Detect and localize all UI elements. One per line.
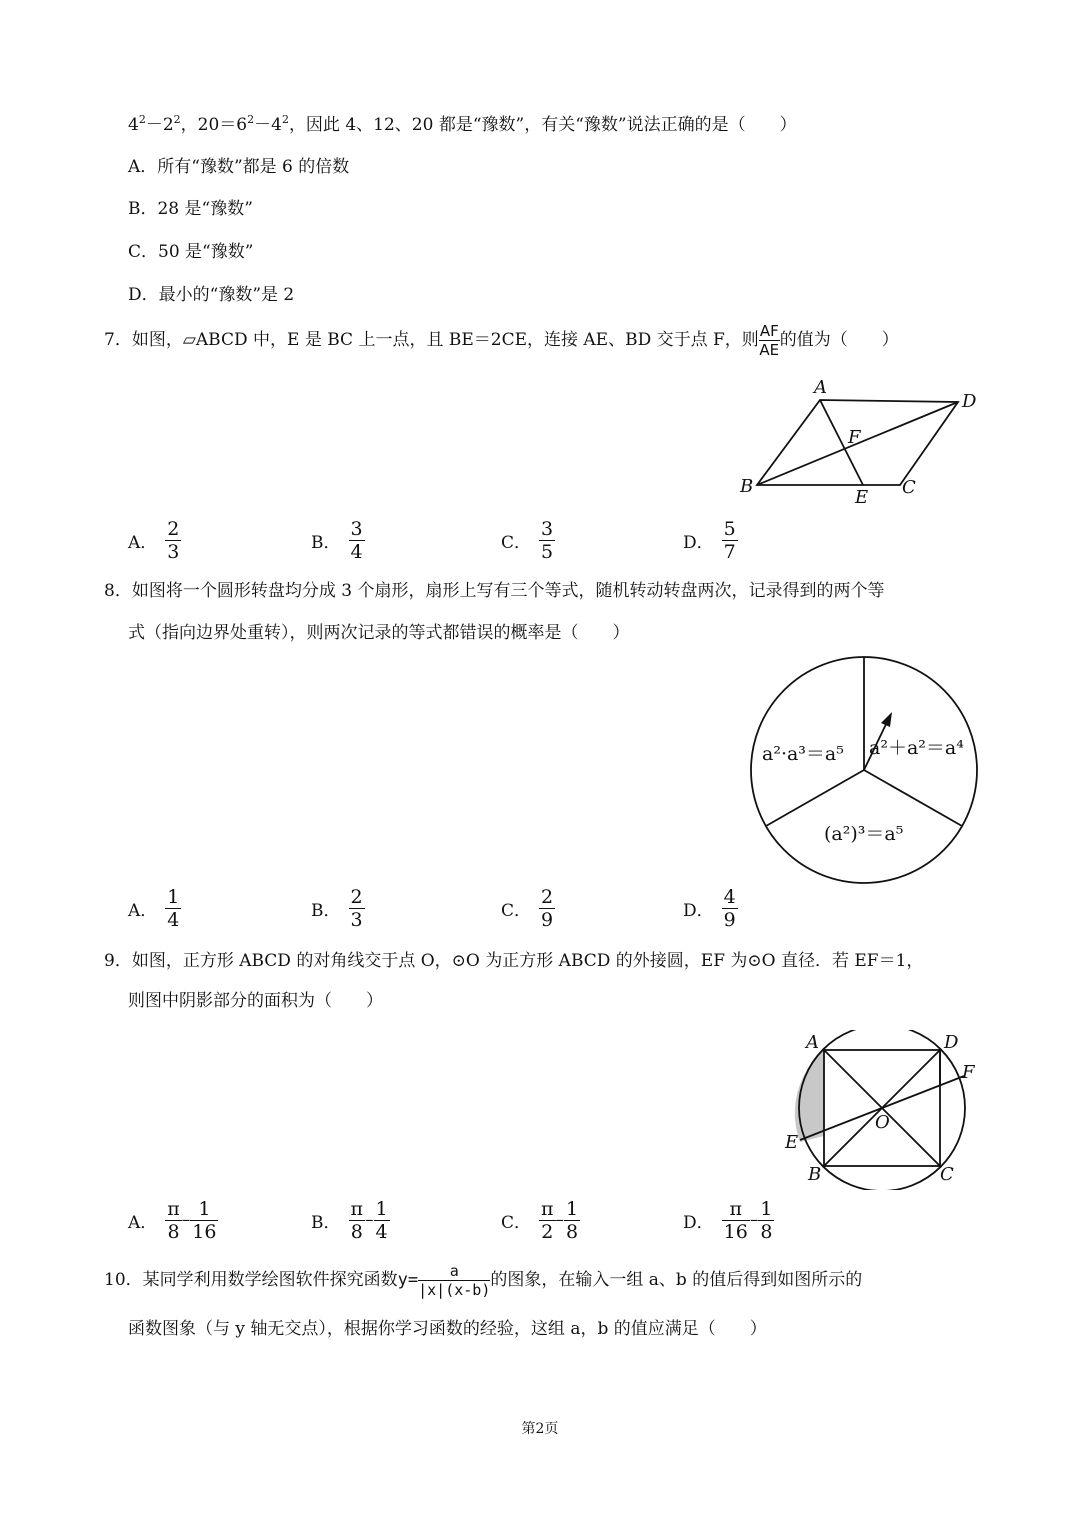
label-f: F	[848, 427, 861, 448]
q8-stem-line2: 式（指向边界处重转），则两次记录的等式都错误的概率是（ ）	[128, 623, 630, 643]
label-e: E	[855, 487, 869, 508]
equation-3: (a²)³＝a⁵	[824, 823, 904, 845]
q6-option-b: B．28 是“豫数”	[128, 199, 253, 219]
label-c: C	[902, 477, 916, 498]
label-o: O	[875, 1112, 890, 1133]
q8-option-a: A． $\frac{1}{4}$	[128, 886, 180, 931]
q8-option-b: B． $\frac{2}{3}$	[311, 886, 363, 931]
equation-2: a²＋a²＝a⁴	[869, 737, 964, 759]
label-d: D	[962, 391, 977, 412]
q6-option-d: D．最小的“豫数”是 2	[128, 285, 295, 305]
q9-option-b: B． $\frac{\pi}{8}$ – $\frac{1}{4}$	[311, 1198, 388, 1243]
q7-option-d: D． $\frac{5}{7}$	[683, 518, 736, 563]
q9-stem-line2: 则图中阴影部分的面积为（ ）	[128, 991, 383, 1011]
q7-option-c: C． $\frac{3}{5}$	[501, 518, 554, 563]
q6-stem: $4^2-2^2$，$20=6^2-4^2$，因此 4、12、20 都是“豫数”，有关“豫数”说法正确的是（ ）	[128, 113, 797, 135]
q7-stem: 7．如图，▱ABCD 中，E 是 BC 上一点，且 BE＝2CE，连接 AE、BD 交于点 F，则 $\frac{AF}{AE}$ 的值为（ ）	[104, 322, 899, 359]
label-f: F	[962, 1062, 975, 1083]
q10-function-fraction: $\frac{a}{|x|(x-b)}$	[418, 1262, 491, 1299]
label-a: A	[806, 1032, 819, 1053]
q9-option-d: D． $\frac{\pi}{16}$ – $\frac{1}{8}$	[683, 1198, 773, 1243]
q7-ratio-fraction: $\frac{AF}{AE}$	[759, 322, 780, 359]
q8-stem-line1: 8．如图将一个圆形转盘均分成 3 个扇形，扇形上写有三个等式，随机转动转盘两次，记录得到的两个等	[104, 581, 885, 601]
label-a: A	[814, 377, 827, 398]
q9-circle-square-figure	[780, 1030, 980, 1190]
q6-option-c: C．50 是“豫数”	[128, 242, 254, 262]
equation-1: a²·a³＝a⁵	[762, 743, 844, 765]
q6-option-a: A．所有“豫数”都是 6 的倍数	[128, 157, 350, 177]
q10-stem-line2: 函数图象（与 y 轴无交点），根据你学习函数的经验，这组 a，b 的值应满足（ ）	[128, 1319, 767, 1339]
spinner-divider-left	[766, 770, 864, 826]
label-b: B	[740, 476, 754, 497]
label-b: B	[808, 1164, 822, 1185]
q8-spinner-figure	[748, 654, 980, 886]
spinner-divider-right	[864, 770, 962, 826]
label-e: E	[785, 1132, 799, 1153]
q8-option-c: C． $\frac{2}{9}$	[501, 886, 554, 931]
q9-option-c: C． $\frac{\pi}{2}$ – $\frac{1}{8}$	[501, 1198, 579, 1243]
q9-option-a: A． $\frac{\pi}{8}$ – $\frac{1}{16}$	[128, 1198, 217, 1243]
page-number: 第2页	[521, 1421, 559, 1437]
q7-parallelogram-figure	[730, 375, 990, 510]
spinner-arrowhead	[881, 712, 892, 727]
q7-option-b: B． $\frac{3}{4}$	[311, 518, 363, 563]
q9-stem-line1: 9．如图，正方形 ABCD 的对角线交于点 O，⊙O 为正方形 ABCD 的外接圆，EF 为⊙O 直径．若 EF＝1，	[104, 951, 924, 971]
q7-option-a: A． $\frac{2}{3}$	[128, 518, 180, 563]
label-c: C	[940, 1164, 954, 1185]
q8-option-d: D． $\frac{4}{9}$	[683, 886, 736, 931]
label-d: D	[944, 1032, 959, 1053]
q10-stem-line1: 10．某同学利用数学绘图软件探究函数y= $\frac{a}{|x|(x-b)}$ 的图象，在输入一组 a、b 的值后得到如图所示的	[104, 1262, 863, 1299]
